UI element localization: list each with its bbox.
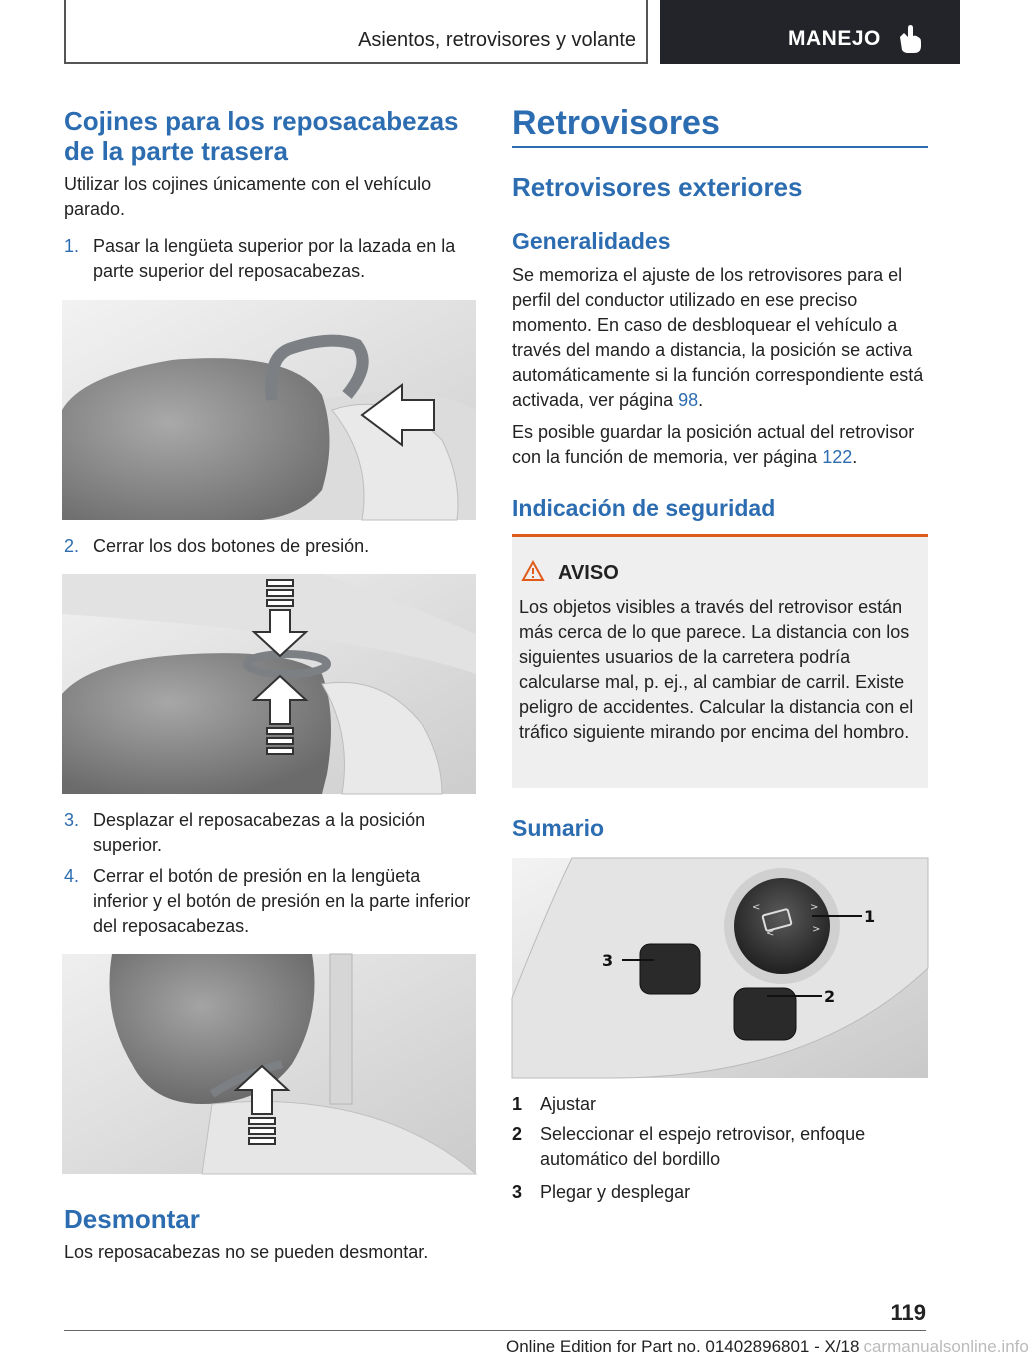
svg-text:<: <	[752, 902, 761, 913]
footer-rule	[64, 1330, 926, 1331]
general-paragraph-2: Es posible guardar la posición actual del retrovisor con la función de memoria, ver página 122.	[512, 422, 915, 467]
legend-1-text: Ajustar	[540, 1094, 597, 1114]
warning-title: AVISO	[558, 562, 619, 584]
headrest-figure-1	[62, 300, 476, 520]
warning-box	[512, 534, 928, 788]
step-3-text: Desplazar el reposacabezas a la posición superior.	[93, 810, 426, 855]
page-link-122[interactable]: 122	[822, 447, 853, 467]
section-label: MANEJO	[788, 27, 881, 50]
step-1-number: 1.	[64, 236, 80, 256]
warning-text: Los objetos visibles a través del retrovisor están más cerca de lo que parece. La distancia con los siguientes usuarios de la carretera podría calcularse mal, p. ej., al cambiar de carril. Existe peligro de accidentes. Calcular la distancia con el tráfico siguiente mirando por encima del hombro.	[519, 597, 914, 742]
watermark: carmanualsonline.info	[863, 1337, 1029, 1356]
legend-2-number: 2	[512, 1124, 523, 1144]
legend-1-number: 1	[512, 1094, 523, 1114]
step-2-number: 2.	[64, 536, 80, 556]
chapter-header	[64, 0, 648, 64]
mirrors-title: Retrovisores	[512, 104, 720, 142]
page-number: 119	[890, 1300, 926, 1325]
step-1-text: Pasar la lengüeta superior por la lazada en la parte superior del reposacabezas.	[93, 236, 456, 281]
pointing-hand-icon	[894, 24, 924, 54]
headrest-figure-2	[62, 574, 476, 794]
title-rule	[512, 146, 928, 148]
general-paragraph-1: Se memoriza el ajuste de los retrovisores para el perfil del conductor utilizado en ese preciso momento. En caso de desbloquear el vehículo a través del mando a distancia, la posición se activa automáticamente si la función correspondiente está activada, ver página 98.	[512, 265, 924, 410]
page-link-98[interactable]: 98	[678, 390, 699, 410]
general-heading: Generalidades	[512, 228, 671, 254]
step-4-number: 4.	[64, 866, 80, 886]
warning-triangle-icon	[522, 561, 544, 581]
remove-text: Los reposacabezas no se pueden desmontar.	[64, 1242, 429, 1262]
chapter-title: Asientos, retrovisores y volante	[358, 29, 636, 51]
headrest-figure-3	[62, 954, 476, 1174]
callout-1: 1	[864, 907, 876, 926]
callout-2: 2	[824, 987, 836, 1006]
remove-heading: Desmontar	[64, 1204, 200, 1234]
legend-2-text: Seleccionar el espejo retrovisor, enfoque automático del bordillo	[540, 1124, 866, 1169]
mirror-switch-figure	[512, 858, 928, 1078]
exterior-mirrors-heading: Retrovisores exteriores	[512, 172, 803, 202]
footer-edition: Online Edition for Part no. 01402896801 - X/18 carmanualsonline.info	[506, 1337, 1029, 1356]
section-tab	[660, 0, 960, 64]
svg-text:>: >	[812, 924, 821, 935]
step-2-text: Cerrar los dos botones de presión.	[93, 536, 370, 556]
svg-text:<: <	[766, 928, 775, 939]
legend-3-text: Plegar y desplegar	[540, 1182, 691, 1202]
cushions-heading: Cojines para los reposacabezas de la parte trasera	[64, 106, 459, 166]
legend-3-number: 3	[512, 1182, 523, 1202]
safety-heading: Indicación de seguridad	[512, 495, 776, 521]
callout-3: 3	[602, 951, 614, 970]
step-3-number: 3.	[64, 810, 80, 830]
svg-text:>: >	[810, 902, 819, 913]
summary-heading: Sumario	[512, 815, 605, 841]
step-4-text: Cerrar el botón de presión en la lengüeta inferior y el botón de presión en la parte inferior del reposacabezas.	[93, 866, 471, 936]
cushions-intro: Utilizar los cojines únicamente con el vehículo parado.	[64, 174, 432, 219]
